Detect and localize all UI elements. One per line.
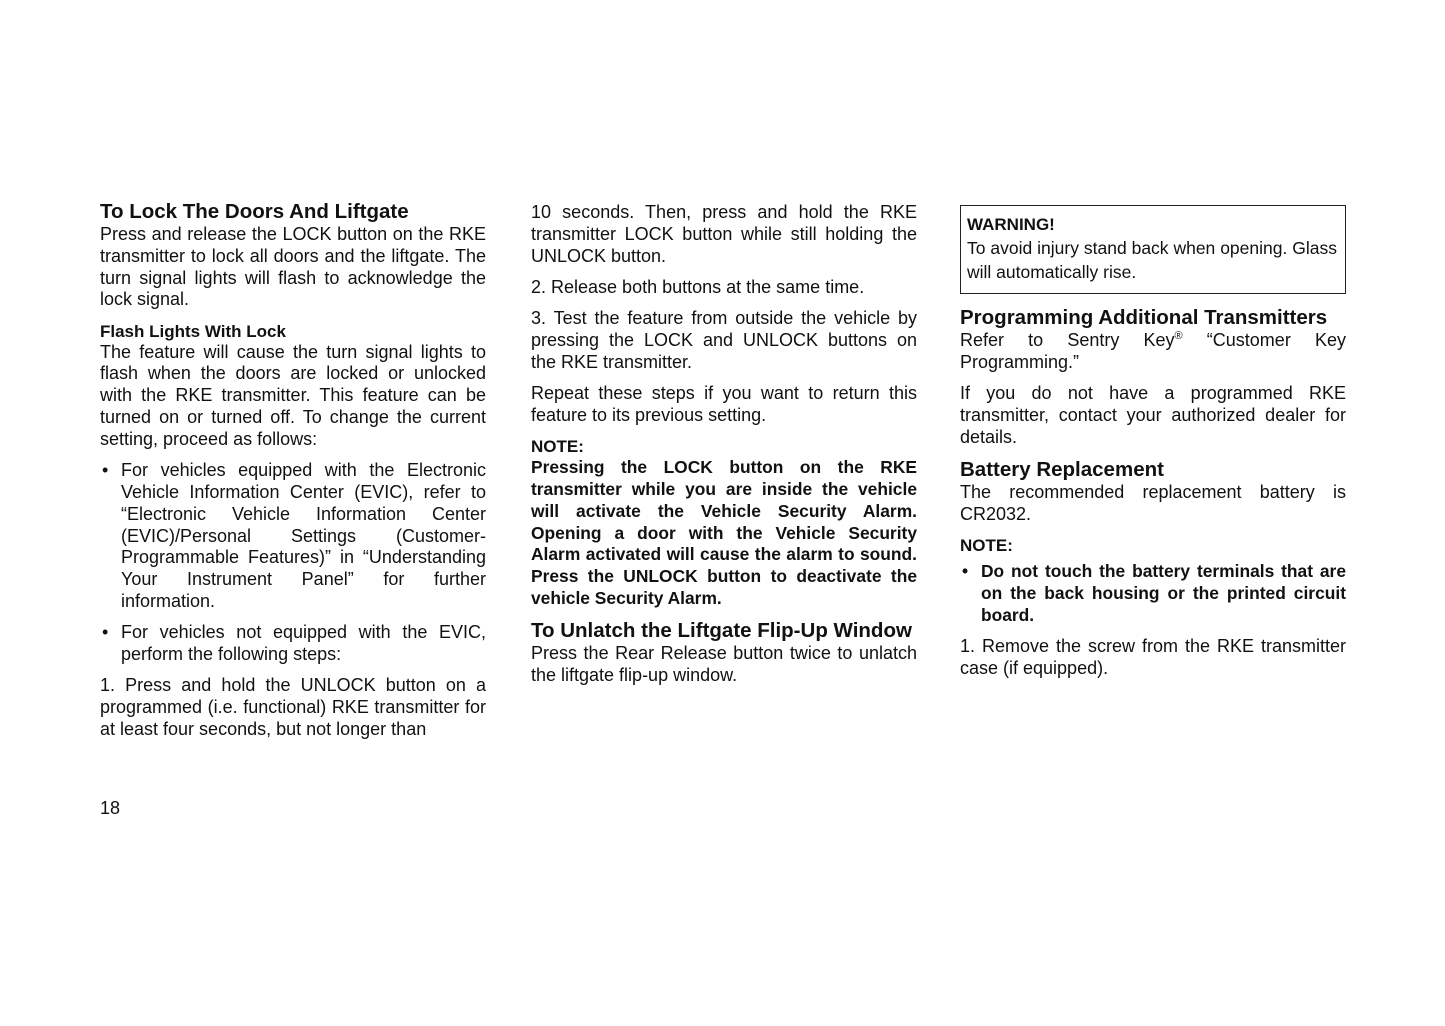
right-column: [960, 205, 1346, 680]
list-item: • For vehicles equipped with the Electronic Vehicle Information Center (EVIC), refer to “Electronic Vehicle Information Center (EVIC)/Personal Settings (Customer-Programmable Features)” in “Understanding Your Instrument Panel” for further information.: [100, 460, 486, 613]
page-number: 18: [100, 798, 121, 818]
step-3-paragraph: 3. Test the feature from outside the vehicle by pressing the LOCK and UNLOCK buttons on the RKE transmitter.: [531, 308, 917, 372]
section-heading-unlatch-liftgate: To Unlatch the Liftgate Flip-Up Window: [531, 619, 912, 643]
left-column: [100, 200, 486, 741]
battery-paragraph: The recommended replacement battery is CR2032.: [960, 481, 1346, 524]
warning-title: WARNING!: [967, 215, 1055, 234]
lock-doors-paragraph: Press and release the LOCK button on the RKE transmitter to lock all doors and the liftgate. The turn signal lights will flash to acknowledge the lock signal.: [100, 224, 486, 310]
flash-lights-paragraph: The feature will cause the turn signal lights to flash when the doors are locked or unlocked with the RKE transmitter. This feature can be turned on or turned off. To change the current setting, proceed as follows:: [100, 341, 486, 449]
evic-bullet-list: [100, 460, 486, 666]
warning-text: To avoid injury stand back when opening. Glass will automatically rise.: [967, 238, 1337, 282]
list-item: • Do not touch the battery terminals that are on the back housing or the printed circuit board.: [960, 561, 1346, 626]
battery-note-list: [960, 561, 1346, 626]
sentry-key-text: Refer to Sentry Key: [960, 330, 1175, 350]
repeat-paragraph: Repeat these steps if you want to return this feature to its previous setting.: [531, 383, 917, 425]
battery-step-1-paragraph: 1. Remove the screw from the RKE transmitter case (if equipped).: [960, 635, 1346, 678]
section-heading-programming-transmitters: Programming Additional Transmitters: [960, 306, 1328, 329]
section-heading-battery-replacement: Battery Replacement: [960, 457, 1164, 481]
note-label: NOTE:: [531, 437, 584, 457]
step-2-paragraph: 2. Release both buttons at the same time.: [531, 276, 865, 297]
sentry-key-text-rest: “Customer Key Programming.”: [960, 330, 1346, 372]
note-label: NOTE:: [960, 536, 1013, 556]
note-text: Pressing the LOCK button on the RKE transmitter while you are inside the vehicle will activate the Vehicle Security Alarm. Opening a door with the Vehicle Security Alarm activated will cause the alarm to sound. Press the UNLOCK button to deactivate the vehicle Security Alarm.: [531, 457, 917, 608]
warning-box: [960, 205, 1346, 294]
subheading-flash-lights: Flash Lights With Lock: [100, 321, 286, 341]
middle-column: [531, 202, 917, 687]
section-heading-lock-doors: To Lock The Doors And Liftgate: [100, 200, 409, 223]
list-item: • For vehicles not equipped with the EVIC, perform the following steps:: [100, 622, 486, 666]
continuation-paragraph: 10 seconds. Then, press and hold the RKE transmitter LOCK button while still holding the UNLOCK button.: [531, 202, 917, 266]
unlatch-paragraph: Press the Rear Release button twice to unlatch the liftgate flip-up window.: [531, 643, 917, 686]
dealer-paragraph: If you do not have a programmed RKE transmitter, contact your authorized dealer for details.: [960, 383, 1346, 447]
registered-mark: ®: [1174, 330, 1183, 342]
step-1-paragraph: 1. Press and hold the UNLOCK button on a programmed (i.e. functional) RKE transmitter for at least four seconds, but not longer than: [100, 675, 486, 739]
sentry-key-paragraph: [960, 330, 1346, 374]
